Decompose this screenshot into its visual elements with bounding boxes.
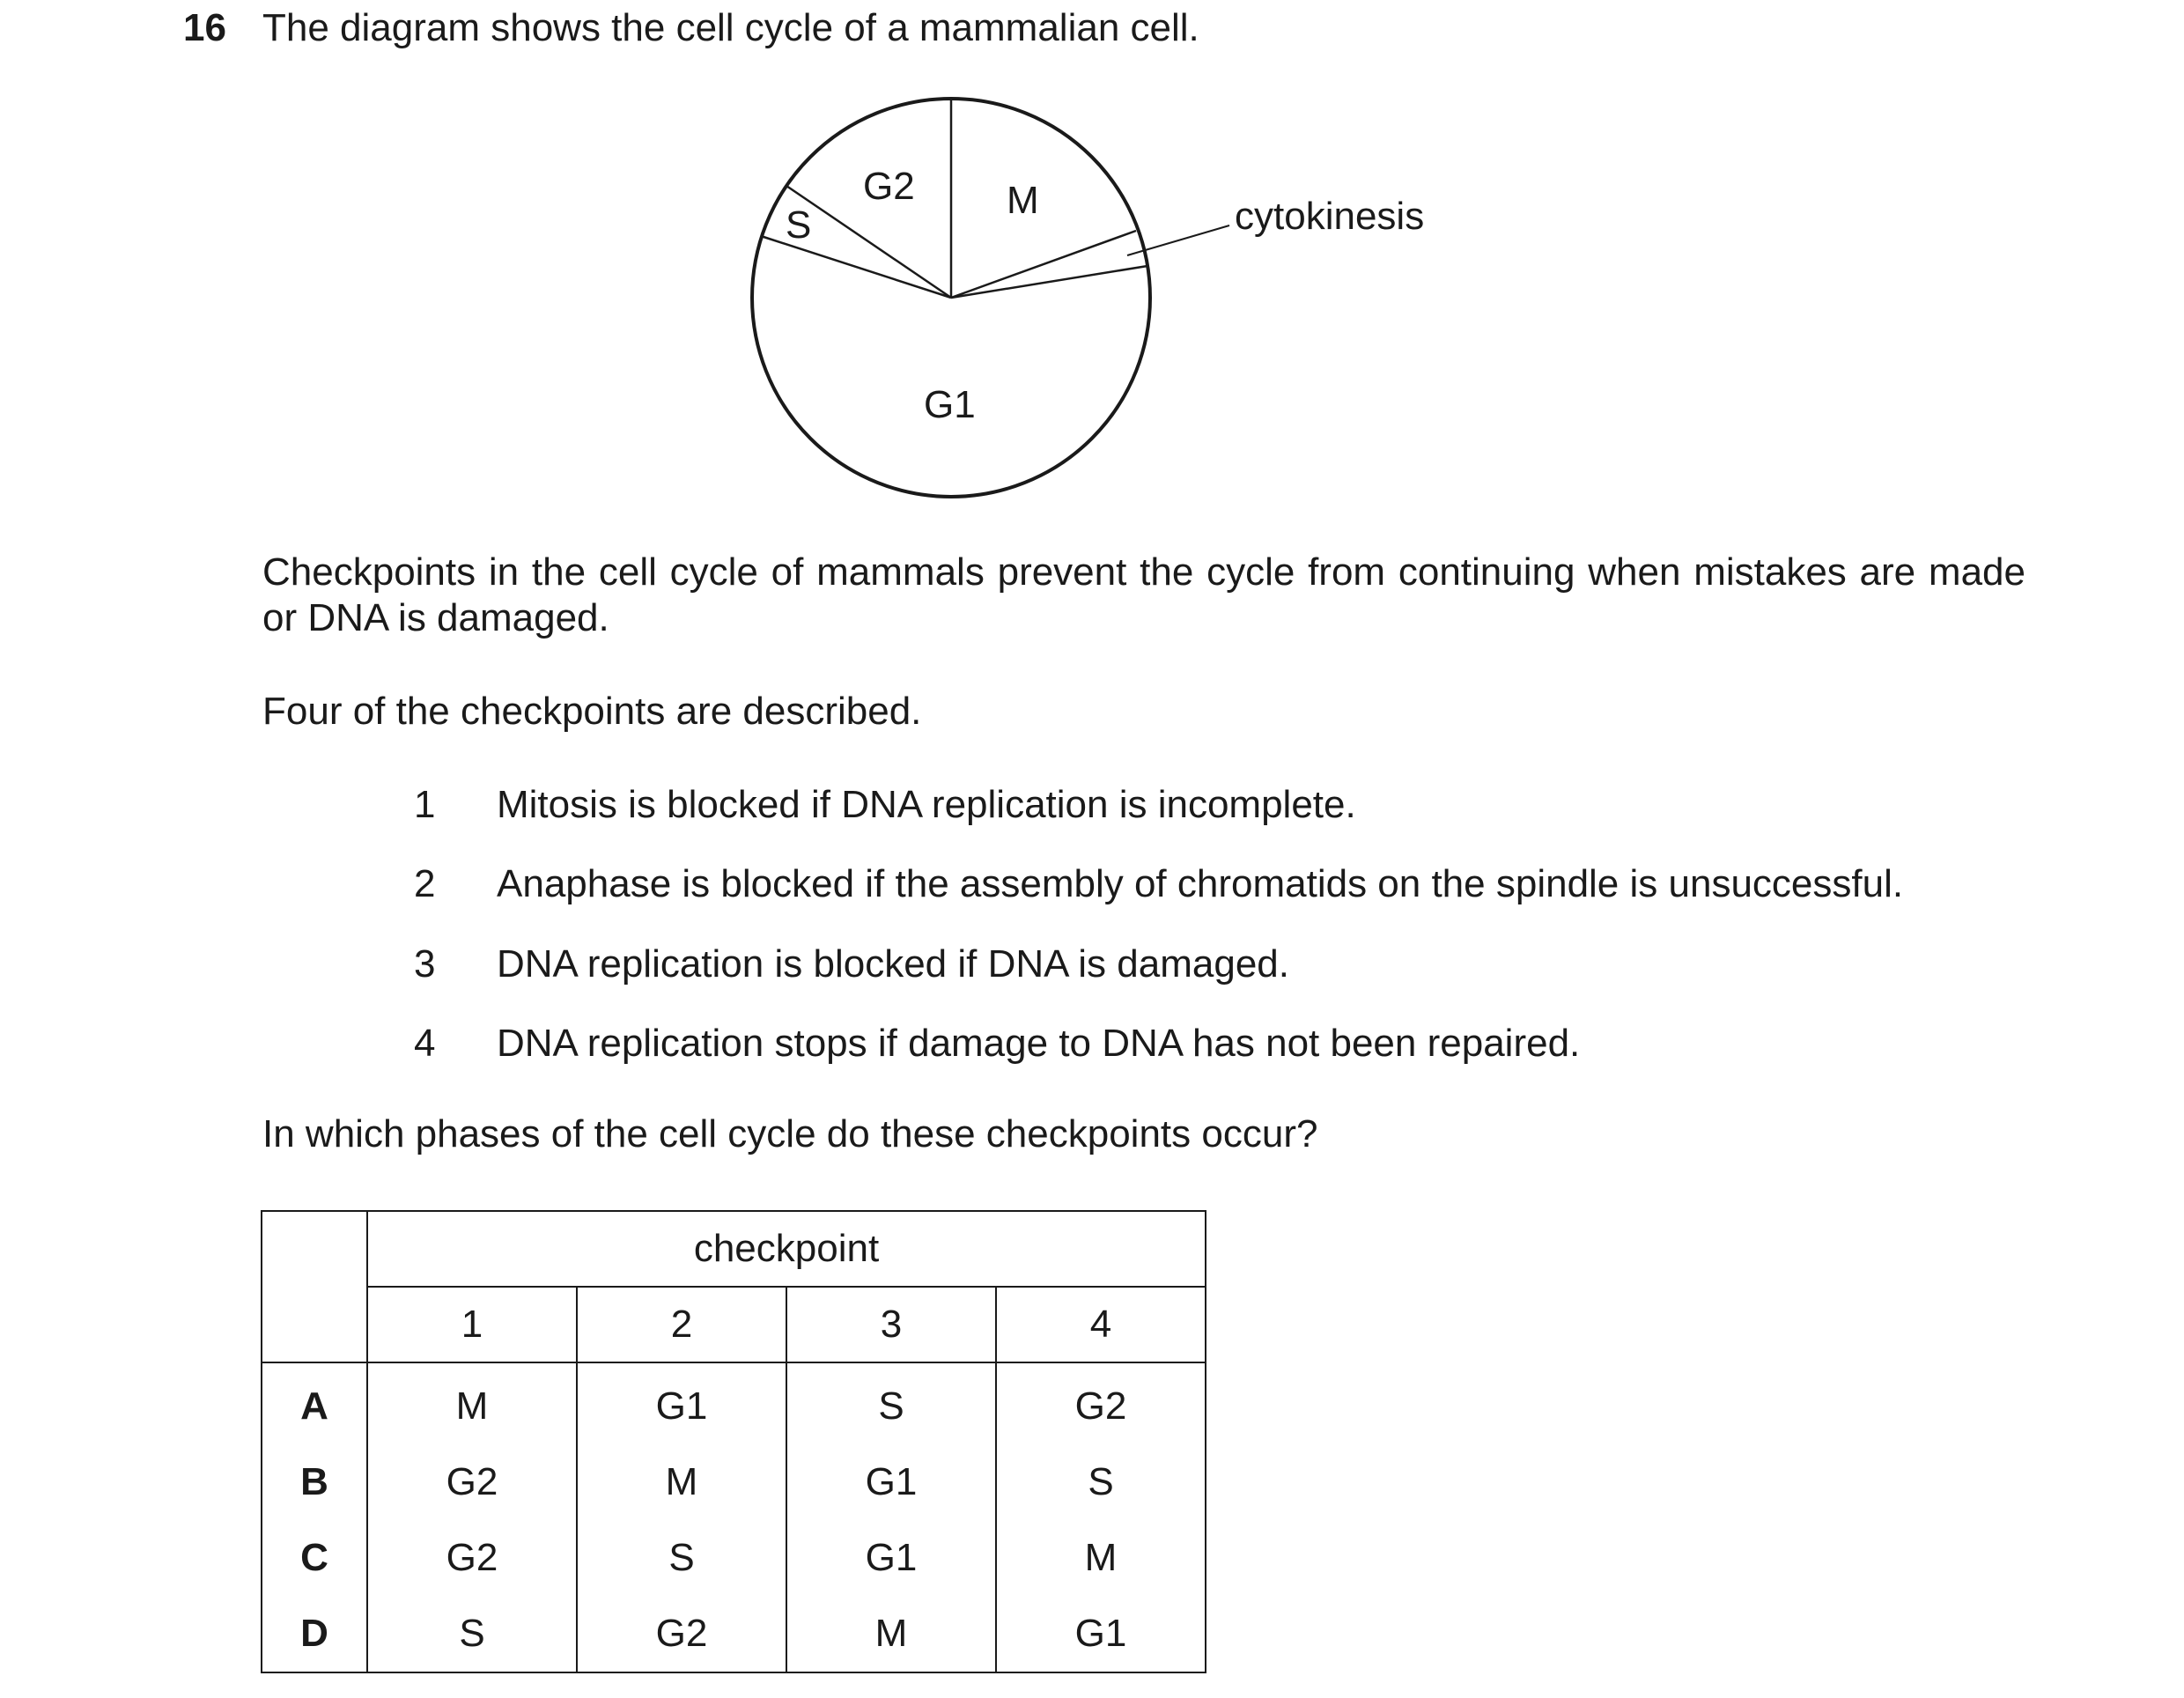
option-letter: C [262, 1520, 367, 1596]
checkpoint-number: 4 [414, 1022, 436, 1065]
label-g1: G1 [924, 383, 976, 426]
table-cell: G1 [786, 1520, 996, 1596]
table-cell: S [577, 1520, 786, 1596]
table-cell: G2 [367, 1444, 577, 1520]
table-cell: S [996, 1444, 1206, 1520]
table-cell: S [786, 1362, 996, 1444]
boundary-m-cytokinesis [951, 231, 1136, 298]
answer-options-table [261, 1210, 1206, 1673]
question-stem: The diagram shows the cell cycle of a mammalian cell. [262, 6, 1199, 49]
checkpoint-header: checkpoint [367, 1211, 1206, 1287]
table-row [262, 1444, 1206, 1520]
column-number: 2 [577, 1287, 786, 1362]
table-cell: M [786, 1596, 996, 1672]
option-letter: B [262, 1444, 367, 1520]
column-number: 1 [367, 1287, 577, 1362]
table-cell: G1 [786, 1444, 996, 1520]
checkpoint-number: 1 [414, 783, 436, 826]
cell-cycle-diagram [0, 0, 2184, 546]
table-cell: G1 [577, 1362, 786, 1444]
label-cytokinesis: cytokinesis [1235, 195, 1425, 238]
table-row [262, 1520, 1206, 1596]
checkpoints-intro-paragraph: Checkpoints in the cell cycle of mammals prevent the cycle from continuing when mistakes are made or DNA is damaged. [262, 550, 2025, 639]
label-g2: G2 [863, 165, 915, 208]
table-cell: S [367, 1596, 577, 1672]
checkpoint-number: 3 [414, 942, 436, 986]
table-cell: G2 [577, 1596, 786, 1672]
table-cell: M [996, 1520, 1206, 1596]
table-header-row [262, 1211, 1206, 1287]
checkpoint-description: DNA replication stops if damage to DNA has not been repaired. [497, 1022, 1581, 1065]
table-column-numbers-row [262, 1287, 1206, 1362]
table-row [262, 1362, 1206, 1444]
label-m: M [1007, 179, 1039, 222]
checkpoint-description: Mitosis is blocked if DNA replication is incomplete. [497, 783, 1356, 826]
table-cell: G1 [996, 1596, 1206, 1672]
checkpoint-description: Anaphase is blocked if the assembly of chromatids on the spindle is unsuccessful. [497, 862, 1904, 905]
table-row [262, 1596, 1206, 1672]
checkpoint-number: 2 [414, 862, 436, 905]
column-number: 3 [786, 1287, 996, 1362]
column-number: 4 [996, 1287, 1206, 1362]
label-s: S [786, 203, 812, 247]
option-letter: A [262, 1362, 367, 1444]
table-corner-cell [262, 1211, 367, 1362]
table-cell: M [577, 1444, 786, 1520]
question-prompt: In which phases of the cell cycle do these checkpoints occur? [262, 1112, 1318, 1155]
option-letter: D [262, 1596, 367, 1672]
boundary-cytokinesis-g1 [951, 266, 1147, 298]
table-cell: M [367, 1362, 577, 1444]
four-described-paragraph: Four of the checkpoints are described. [262, 690, 922, 733]
table-cell: G2 [996, 1362, 1206, 1444]
checkpoint-description: DNA replication is blocked if DNA is damaged. [497, 942, 1289, 986]
table-cell: G2 [367, 1520, 577, 1596]
question-number: 16 [183, 6, 226, 49]
